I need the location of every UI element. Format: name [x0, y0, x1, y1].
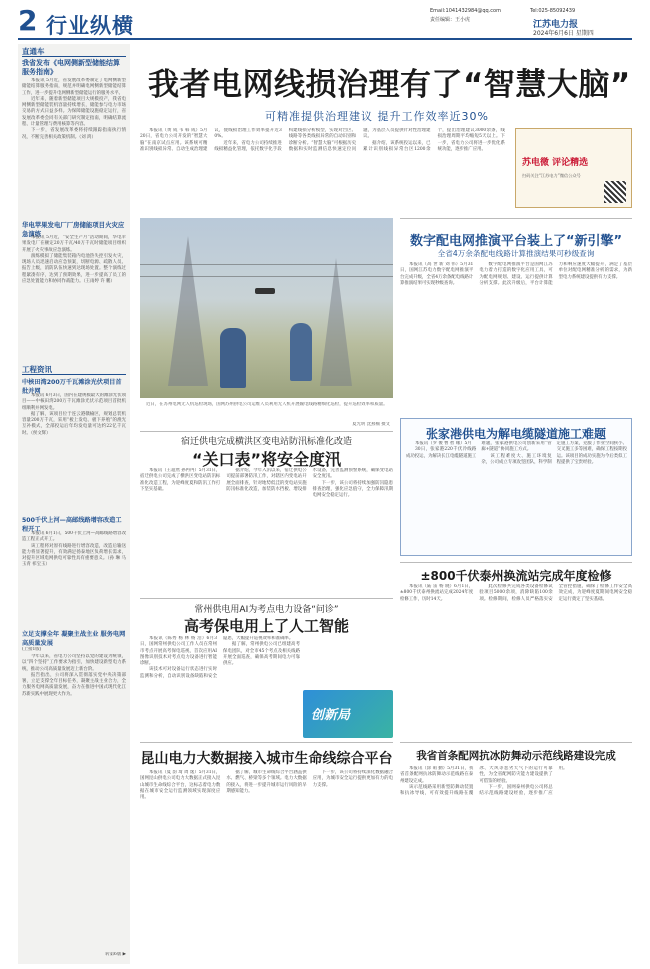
divider	[140, 431, 393, 432]
main-article-body: 本报讯（黄 成 韦 韩 成）5月20日，省电力公司开发的“智慧大脑”在南京试点应用。该系统可精准识别线损异常、自动生成治理建议，使线损治理工作效率提升近30%。 近年来，省电力公司持续推进线损精益化管理，依托数字化手段构建线损分析模型，实现对台区、线路等各类线损异常的自动识别和诊断分析。“智慧大脑”可根据历史数据和实时监测信息快速定位问题，为基层人员提供针对性治理建议。 据介绍，该系统投运以来，已累计识别线损异常台区1200余个，提出治理建议3000余条，线损治理周期平均缩短5天以上。下一步，省电力公司将进一步优化系统功能，逐步推广应用。	[140, 128, 505, 152]
brief-subtitle: (上接1版)	[22, 647, 42, 652]
brief-title: 500千伏上河—高邮线路增容改造工程开工	[22, 517, 122, 533]
divider	[400, 742, 632, 743]
brief-title: 中核田湾200万千瓦滩涂光伏项目首批并网	[22, 379, 122, 395]
transmission-tower	[320, 258, 352, 386]
brief-body: 本报讯 5月近，省发展改革委制定了电网侧新型储能结算服务指南，规范并明确电网侧新型储能结算工作，进一步提升电网侧新型储能运行的服务水平。 近年来，随着新型储能项目大规模投产，我省电网侧新型储能装机容量持续增长，储能参与电力市场交易的方式日益多样。为保障储能设施稳定运行，省发展改革委会同有关部门研究制定指南，明确结算流程、计量管理与费用核算等内容。 下一步，省发展改革委将持续跟踪指南执行情况，不断完善相关政策机制。（刘 鸿）	[22, 78, 126, 140]
worker-figure	[290, 323, 312, 381]
main-subheadline: 可精准提供治理建议 提升工作效率近30%	[265, 110, 489, 123]
power-line	[140, 276, 393, 277]
sidebar-section-projects: 工程资讯	[22, 365, 52, 374]
story-body: 本报讯（陆 雷 杨 晓）6月1日，±800千伏泰州换流站完成2024年度检修工作，历时14天。 此次检修共完成各类设备检修试验项目5000余项，消除缺陷100余项。检修期间，检修人员严格落实安全管控措施，确保了检修工作安全高效完成，为迎峰度夏期间电网安全稳定运行奠定了坚实基础。	[400, 584, 632, 602]
boxed-story-body: 本报讯（罗 俊 曹 智 缘）5月 30日，张家港220千伏冷线路成功投运，为解决长江电缆隧道施工难题，张家港供电公司创新采用“管廊+隧道”协同施工方式。 该工程难度大、施工环境复杂，公司成立专项攻坚团队，科学制定施工方案，克服了作业空间狭小、交叉施工多等困难，确保工程按期投运。该项目的成功实施为今后类似工程提供了宝贵经验。	[406, 441, 627, 465]
drone-icon	[255, 288, 275, 294]
story-body: 本报讯（王超然 孙冉冉）5月31日，宿迁供电公司完成了横洪区变电站防汛标准化改造工程，为迎峰度夏和防汛工作打下坚实基础。 据介绍，今年入汛以来，宿迁供电公司提前部署防汛工作，对辖区内变电站开展全面排查，针对地势低洼的变电站实施防汛标准化改造，加装防水挡板、增设排水设备，完善监测预警系统，确保变电站安全度汛。 下一步，该公司将持续加强防汛隐患排查治理，强化应急值守，全力保障汛期电网安全稳定运行。	[140, 468, 393, 499]
boxed-story-title: 张家港供电为解电缆隧道施工难题	[425, 427, 606, 441]
divider	[400, 218, 632, 219]
page-number: 2	[18, 4, 38, 37]
header-editor: 责任编辑：王小虎	[430, 17, 471, 23]
continued-label: 转第6版 ▶	[105, 952, 126, 957]
story-title: ±800千伏泰州换流站完成年度检修	[420, 569, 612, 583]
story-kicker: 常州供电用AI为考点电力设备“问诊”	[194, 605, 339, 615]
divider	[140, 598, 393, 599]
worker-figure	[220, 328, 246, 388]
header-rule	[18, 38, 632, 40]
photo-credit: 夏光明 沈燕楠 摄文	[352, 422, 390, 427]
sidebar-section-direct: 直通车	[22, 47, 45, 56]
brief-body: 本报讯 6月3日，国内在建规模最大的滩涂光伏项目——中核田湾200万千瓦滩涂光伏示范项目首批机组顺利并网发电。 据了解，该项目位于连云港赣榆区，规划总装机容量200万千瓦，采用“板上发电、板下养殖”的渔光互补模式，全部投运后年均发电量可达约22亿千瓦时。（侯文辉）	[22, 393, 126, 436]
power-line	[140, 264, 393, 265]
divider	[140, 742, 393, 743]
promo-box[interactable]	[515, 128, 632, 208]
main-headline: 我者电网线损治理有了“智慧大脑”	[148, 67, 631, 103]
transmission-tower	[168, 236, 208, 386]
innovation-banner	[303, 690, 393, 738]
promo-caption: 扫码关注“江苏电力”微信公众号	[522, 173, 581, 178]
brief-title: 我省发布《电网侧新型储能结算服务指南》	[22, 59, 120, 76]
brief-title: 华电苹果发电厂厂房储能项目火灾应急演练	[22, 221, 125, 238]
story-title: 我省首条配网抗冰防舞动示范线路建设完成	[416, 750, 616, 762]
story-body: 本报讯（涂 萌 勤）5月31日，我省首条配网抗冰防舞动示范线路在泰州建设完成。 该示范线路采用新型防舞动装置和抗冰导线，可有效提升线路在覆冰、大风等恶劣天气下的运行可靠性，为全省配网防灾能力建设提供了可借鉴的经验。 下一步，国网泰州供电公司将总结示范线路建设经验，逐步推广应用。	[400, 766, 568, 797]
divider	[400, 562, 632, 563]
story-title: 高考保电用上了人工智能	[183, 617, 349, 635]
story-body: 本报讯（夏 韵 琦 周 逸）5月31日，国网昆山供电公司电力大数据正式接入昆山城市生命线综合平台，这标志着电力数据在城市安全运行监测领域实现深度应用。 据了解，城市生命线综合平台涵盖供水、燃气、桥梁等多个领域。电力大数据的接入，将进一步提升城市运行风险的早期感知能力。 下一步，该公司将持续深化数据融合应用，为城市安全运行提供更加有力的电力支撑。	[140, 770, 393, 801]
qr-code-icon	[604, 181, 626, 203]
brief-title: 立足支撑全年 凝聚主战主业 服务电网高质量发展	[22, 631, 126, 647]
issue-date: 2024年6月6日 星期四	[533, 30, 594, 37]
story-kicker: 宿迁供电完成横洪区变电站防汛标准化改造	[180, 437, 352, 447]
news-photo	[140, 218, 393, 398]
story-title: 昆山电力大数据接入城市生命线综合平台	[140, 751, 393, 767]
story-body: 本报讯（陈秀 杨 林 杨 浩）6月3日，国网常州供电公司工作人员在常州市考点开展高考保电巡视，首次应用AI图像识别技术对考点电力设备进行智能诊断。 该技术可对设备运行状态进行实时监测和分析，自动识别设备缺陷和安全隐患，大幅提升巡视效率和准确率。 据了解，常州供电公司已组建高考保电团队，对全市45个考点及相关线路开展全面巡查，确保高考期间电力可靠供应。	[140, 636, 300, 679]
story-title: “关口表”将安全度汛	[191, 450, 342, 469]
section-rule	[22, 374, 126, 375]
banner-text: 创新局	[311, 708, 351, 723]
article-title: 数字配电网推演平台装上了“新引擎”	[409, 234, 623, 249]
header-tel: Tel:025-85092439	[530, 8, 576, 14]
brief-body: 本报讯 6月1日，500千伏上河—高邮线路增容改造工程正式开工。 该工程将对原有线路进行增容改造，改造后输送能力将显著提升，有效满足扬泰地区负荷增长需求，对提升区域电网供电可靠性具有重要意义。（孙 琳 马玉青 祁宝玉）	[22, 531, 126, 568]
header-email: Email:1041432984@qq.com	[430, 8, 501, 14]
brief-body: 今年以来，省电力公司坚持以党的建设为统领，以“四个坚持”工作要求为指引，加快建设新型电力系统，推动公司高质量发展迈上新台阶。 报告指出，公司将深入贯彻落实党中央决策部署，立足支撑全年目标任务，凝聚主战主业合力，全力服务电网高质量发展，奋力在推进中国式现代化江苏新实践中展现更大作为。	[22, 654, 126, 697]
brief-body: 本报讯 5月近，“安全生产月”活动期间，华电苹果发电厂在额定20万千瓦/40万千瓦时储能项目组织开展了火灾事故应急演练。 演练模拟了储能集装箱内电池热失控引发火灾，现场人员迅速启动应急预案，切断电源、疏散人员、报告上级，消防队伍快速到达现场处置。整个演练过程紧凑有序，达到了预期效果，进一步提高了员工的应急处置能力和协同作战能力。（王雨婷 许 鹏）	[22, 235, 126, 285]
boxed-story	[400, 418, 632, 556]
promo-label: 苏电微 评论精选	[522, 158, 589, 168]
photo-caption: 近日，在苏州电网无人机巡检现场，国网苏州供电公司运维人员利用无人机开展输电线路精细化巡检，提升巡检效率和质量。	[146, 402, 388, 407]
paper-name: 江苏电力报	[533, 20, 579, 30]
article-subtitle: 全省4万余条配电线路计算推演结果可秒级查询	[437, 249, 595, 258]
section-title: 行业纵横	[46, 14, 134, 38]
article-body: 本报讯（高 世 新 刘 伟）5月31日，国网江苏电力数字配电网推演平台完成升级，全省4万余条配电线路计算推演结果可实现秒级查询。 数字配电网推演平台是国网江苏电力着力打造的数字化应用工具，可为配电网规划、建设、运行提供计算分析支撑。此次升级后，平台计算能力和响应速度大幅提升，满足了基层单位对配电网精准分析的需求，为新型电力系统建设提供有力支撑。	[400, 262, 632, 286]
section-rule	[22, 56, 126, 57]
page-header	[0, 0, 650, 40]
